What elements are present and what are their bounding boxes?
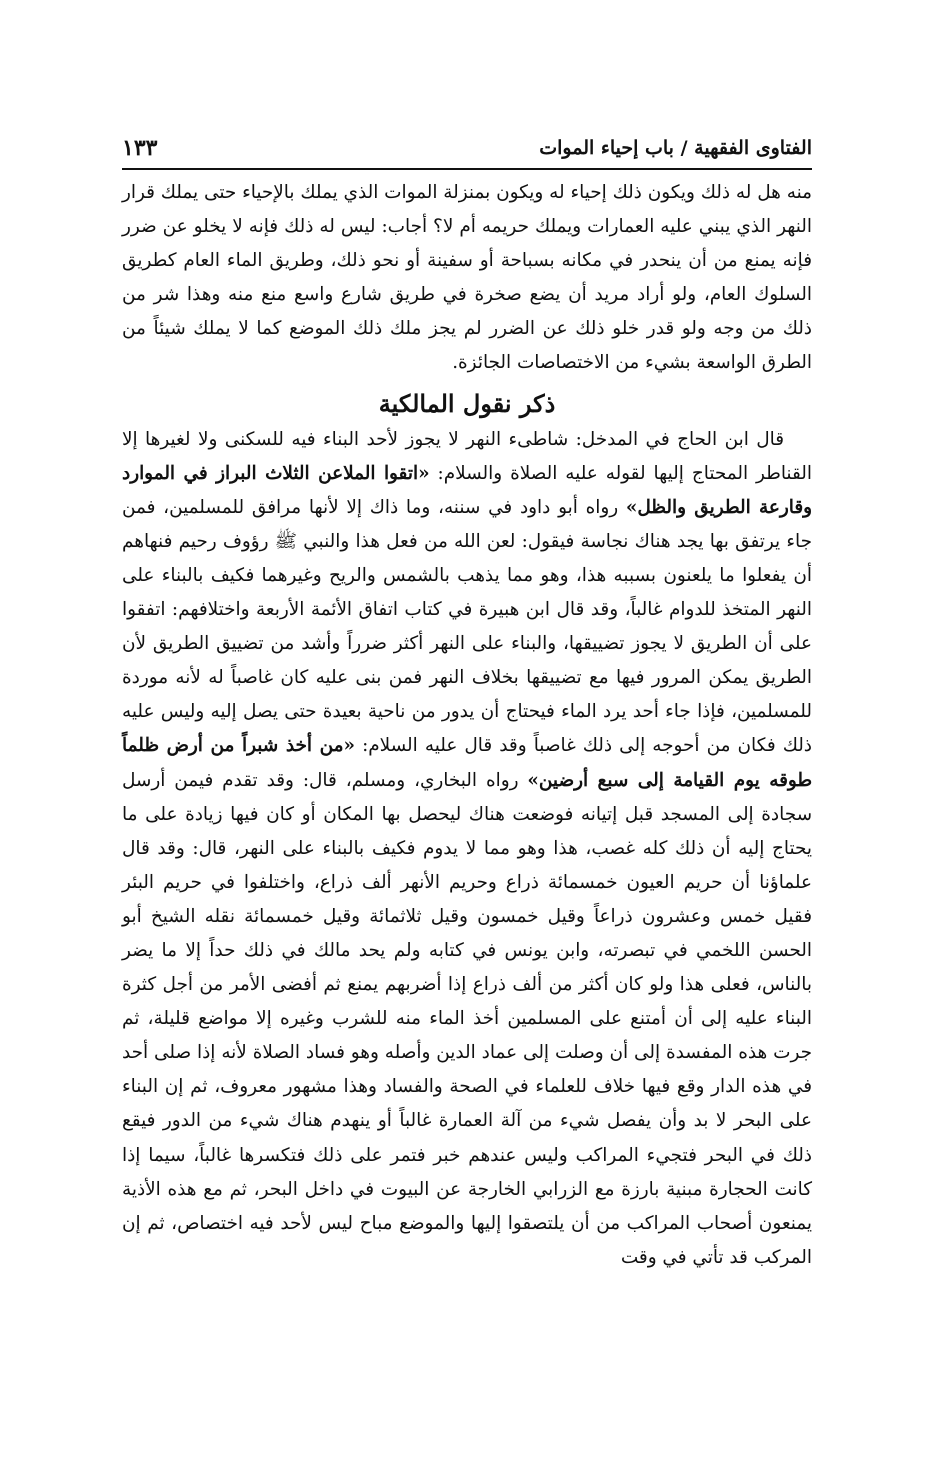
hadith-quote: «من أخذ شبراً من أرض ظلماً طوقه يوم القيامة إلى سبع أرضين» bbox=[122, 735, 812, 791]
running-title bbox=[539, 137, 812, 159]
page-header bbox=[122, 128, 812, 170]
paragraph-text: رواه البخاري، ومسلم، قال: وقد تقدم فيمن أرسل سجادة إلى المسجد قبل إتيانه فوضعت هناك ليحصل بها المكان أو كان فيها زيادة على ما يحتاج إليه أن ذلك كله غصب، هذا وهو مما لا يدوم فكيف بالبناء على النهر، قال: وقد قال علماؤنا أن حريم العيون خمسمائة ذراع وحريم الأنهر ألف ذراع، واختلفوا في حريم البئر فقيل خمس وعشرون ذراعاً وقيل خمسون وقيل ثلاثمائة وقيل خمسمائة نقله الشيخ أبو الحسن اللخمي في تبصرته، وابن يونس في كتابه ولم يحد مالك في ذلك حداً إلا ما يضر بالناس، فعلى هذا ولو كان أكثر من ألف ذراع إذا أضربهم يمنع ثم أفضى الأمر من أجل كثرة البناء عليه إلى أن أمتنع على المسلمين أخذ الماء منه للشرب وغيره إلا مواضع قليلة، ثم جرت هذه المفسدة إلى أن وصلت إلى عماد الدين وأصله وهو فساد الصلاة لأنه إذا صلى أحد في هذه الدار وقع فيها خلاف للعلماء في الصحة والفساد وهذا مشهور معروف، ثم إن البناء على البحر لا بد وأن يفصل شيء من آلة العمارة غالباً أو ينهدم هناك شيء من الدور فيقع ذلك في البحر فتجيء المراكب وليس عندهم خبر فتمر على ذلك فتكسرها غالباً، سيما إذا كانت الحجارة مبنية بارزة مع الزرابي الخارجة عن البيوت في داخل البحر، ثم مع هذه الأذية يمنعون أصحاب المراكب من أن يلتصقوا إليها والموضع مباح ليس لأحد فيه اختصاص، ثم إن المركب قد تأتي في وقت bbox=[122, 769, 812, 1268]
paragraph-text: قال ابن الحاج في المدخل: شاطىء النهر لا يجوز لأحد البناء فيه للسكنى ولا لغيرها إلا القناطر المحتاج إليها لقوله عليه الصلاة والسلام: bbox=[122, 428, 812, 484]
book-title: الفتاوى الفقهية bbox=[694, 137, 812, 159]
body-text bbox=[122, 176, 812, 1275]
paragraph-text: رواه أبو داود في سننه، وما ذاك إلا لأنها مرافق للمسلمين، فمن جاء يرتفق بها يجد هناك نجاسة فيقول: لعن الله من فعل هذا والنبي ﷺ رؤوف رحيم فنهاهم أن يفعلوا ما يلعنون بسببه هذا، وهو مما يذهب بالشمس والريح وغيرهما فكيف بالبناء على النهر المتخذ للدوام غالباً، وقد قال ابن هبيرة في كتاب اتفاق الأئمة الأربعة واختلافهم: اتفقوا على أن الطريق لا يجوز تضييقها، والبناء على النهر أكثر ضرراً وأشد من تضييق الطريق لأن الطريق يمكن المرور فيها مع تضييقها بخلاف النهر فمن بنى عليه كان غاصباً له لأنه موردة للمسلمين، فإذا جاء أحد يرد الماء فيحتاج أن يدور من ناحية بعيدة حتى يصل إليه وليس عليه ذلك فكان من أحوجه إلى ذلك غاصباً وقد قال عليه السلام: bbox=[122, 496, 813, 757]
title-separator: / bbox=[680, 137, 688, 159]
page-number: ١٣٣ bbox=[122, 135, 158, 161]
paragraph-continued: منه هل له ذلك ويكون ذلك إحياء له ويكون بمنزلة الموات الذي يملك بالإحياء حتى يملك قرار النهر الذي يبني عليه العمارات ويملك حريمه أم لا؟ أجاب: ليس له ذلك فإنه لا يخلو عن ضرر فإنه يمنع من أن ينحدر في مكانه بسباحة أو سفينة أو نحو ذلك، وطريق الماء العام كطريق السلوك العام، ولو أراد مريد أن يضع صخرة في طريق شارع واسع منع منه وهذا شر من ذلك من وجه ولو قدر خلو ذلك عن الضرر لم يجز ملك ذلك الموضع كما لا يملك شيئاً من الطرق الواسعة بشيء من الاختصاصات الجائزة. bbox=[122, 182, 812, 374]
chapter-title: باب إحياء الموات bbox=[539, 137, 674, 159]
hadith-quote: «اتقوا الملاعن الثلاث البراز في الموارد وقارعة الطريق والظل» bbox=[122, 462, 812, 518]
section-heading: ذكر نقول المالكية bbox=[378, 388, 556, 418]
paragraph-maliki bbox=[122, 423, 812, 1275]
